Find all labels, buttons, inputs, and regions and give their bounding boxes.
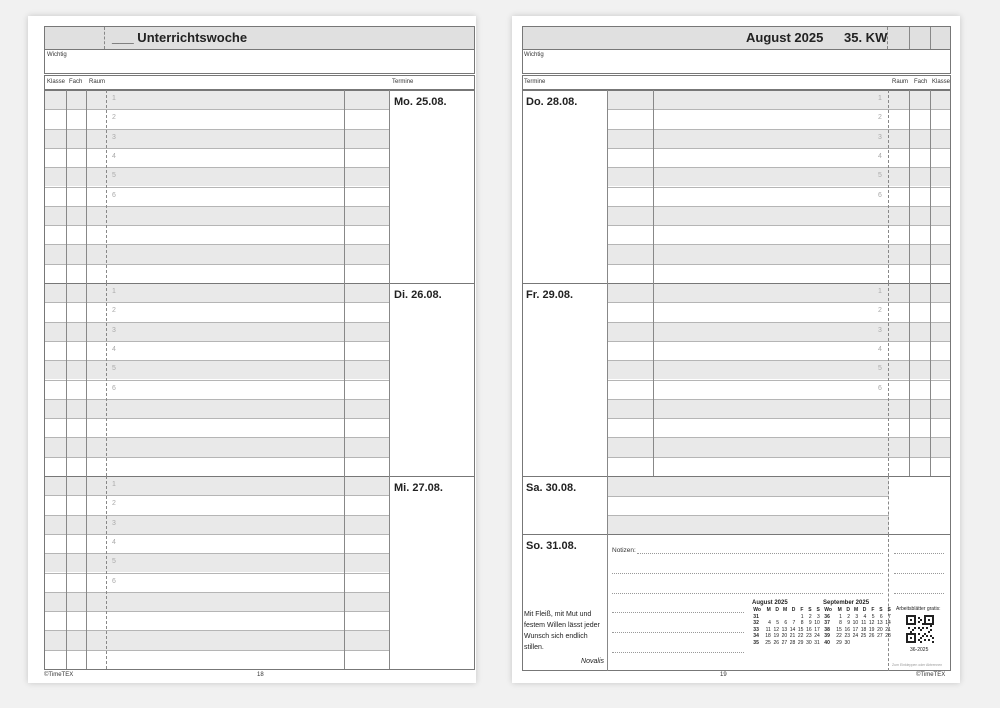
calendar-day-cell: 8 [839, 620, 842, 627]
calendar-header-cell: D [846, 607, 850, 613]
calendar-day-cell: 1 [800, 613, 804, 620]
lesson-number: 6 [878, 191, 882, 199]
termine-area[interactable] [523, 91, 607, 283]
notes-line[interactable] [894, 573, 944, 574]
col-fach: Fach [69, 79, 83, 85]
calendar-day-cell: 6 [879, 613, 883, 620]
lesson-number: 5 [112, 365, 116, 373]
calendar-header-cell: D [791, 607, 796, 613]
calendar-day-cell: 2 [808, 613, 812, 620]
calendar-day-cell [876, 640, 884, 647]
calendar-day-cell: 13 [781, 626, 788, 633]
day-label: Do. 28.08. [526, 96, 578, 108]
mini-calendar-table [752, 607, 821, 647]
calendar-day-cell: 15 [836, 626, 842, 633]
calendar-header-cell: Wo [753, 607, 761, 613]
qr-code-label: 36-2025 [910, 647, 929, 653]
termine-divider [607, 283, 608, 476]
calendar-day-cell: 11 [765, 626, 771, 633]
calendar-week-cell: 31 [753, 613, 759, 620]
page-number: 19 [720, 672, 727, 678]
col-fach: Fach [914, 79, 928, 85]
column-divider [86, 283, 87, 476]
calendar-day-cell: 12 [868, 620, 875, 627]
lesson-number: 3 [878, 326, 882, 334]
calendar-day-cell: 20 [877, 626, 883, 633]
lesson-number: 1 [112, 95, 116, 102]
calendar-header-cell: D [775, 607, 779, 613]
saturday-line[interactable] [608, 515, 889, 534]
calendar-day-cell: 21 [789, 633, 796, 640]
calendar-day-cell: 19 [868, 626, 875, 633]
column-divider [888, 90, 889, 283]
qr-code-icon[interactable] [906, 615, 934, 643]
calendar-week-cell: 33 [753, 626, 759, 633]
small-note: Zum Einkleppen oder Abtrennen [892, 663, 943, 667]
calendar-day-cell [764, 614, 772, 621]
calendar-day-cell: 16 [844, 626, 850, 633]
calendar-day-cell: 27 [877, 633, 883, 640]
calendar-day-cell [884, 640, 892, 647]
calendar-header-cell: S [816, 607, 820, 613]
column-divider [86, 90, 87, 283]
lesson-number: 4 [878, 345, 882, 353]
calendar-header-cell: M [782, 607, 788, 613]
calendar-day-cell: 1 [839, 613, 842, 620]
calendar-day-cell: 22 [836, 633, 842, 640]
calendar-day-cell: 4 [768, 620, 771, 627]
lesson-number: 2 [878, 114, 882, 122]
lesson-number: 4 [112, 345, 116, 353]
lesson-number: 2 [878, 307, 882, 315]
header-divider [930, 27, 931, 49]
calendar-day-cell [851, 640, 859, 647]
calendar-header-cell: M [853, 607, 859, 613]
day-label: Fr. 29.08. [526, 289, 574, 301]
lesson-number: 5 [878, 172, 882, 180]
day-label-divider [607, 534, 608, 671]
calendar-day-cell: 7 [792, 620, 796, 627]
calendar-day-cell: 29 [836, 639, 842, 646]
column-divider [909, 90, 910, 283]
left-header-bar [44, 26, 475, 50]
quote-text: Mit Fleiß, mit Mut und festem Willen lässt jeder Wunsch sich endlich stillen. [524, 611, 600, 651]
saturday-line[interactable] [608, 496, 889, 515]
calendar-day-cell: 26 [773, 639, 779, 646]
lesson-number: 1 [112, 288, 116, 295]
calendar-day-cell: 5 [776, 620, 779, 627]
calendar-day-cell: 11 [861, 620, 867, 627]
notes-line[interactable] [612, 573, 883, 574]
lesson-number: 3 [112, 519, 116, 527]
column-divider [930, 283, 931, 476]
notizen-label: Notizen: [612, 547, 636, 554]
termine-divider [607, 90, 608, 283]
calendar-day-cell: 8 [800, 620, 804, 627]
notes-line[interactable] [612, 652, 744, 653]
lesson-number: 4 [878, 152, 882, 160]
day-label-sunday: So. 31.08. [526, 540, 577, 552]
calendar-header-cell: M [837, 607, 842, 613]
calendar-day-cell [772, 614, 780, 621]
calendar-day-cell: 18 [765, 633, 771, 640]
calendar-day-cell: 29 [797, 639, 804, 646]
notes-line[interactable] [894, 553, 944, 554]
calendar-day-cell [868, 640, 876, 647]
notes-line[interactable] [612, 632, 744, 633]
calendar-day-cell: 4 [863, 613, 867, 620]
calendar-day-cell: 28 [885, 633, 891, 640]
calendar-day-cell: 30 [844, 639, 850, 646]
calendar-day-cell: 16 [806, 626, 812, 633]
notes-line[interactable] [637, 553, 883, 554]
calendar-day-cell: 24 [814, 633, 820, 640]
day-label: Mo. 25.08. [394, 96, 447, 108]
calendar-header-cell: D [862, 607, 867, 613]
column-divider [344, 476, 345, 669]
lesson-number: 2 [112, 307, 116, 315]
calendar-day-cell: 14 [885, 620, 891, 627]
wichtig-box[interactable] [44, 49, 475, 74]
column-divider [909, 283, 910, 476]
col-klasse: Klasse [932, 79, 951, 85]
calendar-day-cell: 6 [784, 620, 788, 627]
calendar-week-cell: 34 [753, 633, 759, 640]
calendar-day-cell: 23 [806, 633, 812, 640]
qr-caption: Arbeitsblätter gratis: [896, 606, 941, 612]
column-divider [106, 283, 107, 476]
calendar-day-cell: 9 [847, 620, 850, 627]
calendar-week-cell: 32 [753, 620, 759, 627]
lesson-number: 1 [878, 288, 882, 295]
calendar-day-cell: 27 [781, 639, 788, 646]
termine-area[interactable] [390, 284, 474, 476]
calendar-day-cell: 19 [773, 633, 779, 640]
termine-area[interactable] [390, 91, 474, 283]
notes-line[interactable] [612, 593, 883, 594]
mini-calendar-september [823, 600, 892, 647]
calendar-week-cell: 40 [824, 639, 830, 646]
lesson-number: 3 [112, 326, 116, 334]
mini-calendar-august [752, 600, 821, 647]
column-divider [86, 476, 87, 669]
calendar-day-cell: 31 [814, 639, 820, 646]
calendar-day-cell: 24 [852, 633, 859, 640]
page-number: 18 [257, 672, 264, 678]
column-divider [66, 476, 67, 669]
calendar-header-cell: M [766, 607, 771, 613]
right-planner-page [512, 16, 960, 683]
column-divider [344, 283, 345, 476]
lesson-number: 2 [112, 500, 116, 508]
calendar-day-cell: 15 [797, 626, 804, 633]
termine-area[interactable] [390, 477, 474, 669]
lesson-number: 6 [878, 384, 882, 392]
calendar-header-cell: F [800, 607, 804, 613]
calendar-day-cell: 9 [808, 620, 812, 627]
lesson-number: 6 [112, 384, 116, 392]
calendar-header-cell: S [808, 607, 812, 613]
calendar-header-cell: S [887, 607, 891, 613]
calendar-day-cell: 3 [855, 613, 859, 620]
calendar-day-cell: 10 [814, 620, 820, 627]
calendar-day-cell: 25 [765, 639, 771, 646]
calendar-day-cell: 17 [852, 626, 859, 633]
day-label: Mi. 27.08. [394, 482, 443, 494]
calendar-day-cell: 26 [868, 633, 875, 640]
header-divider [104, 27, 105, 49]
calendar-day-cell: 2 [847, 613, 850, 620]
mini-calendar-table [823, 607, 892, 647]
lesson-number: 2 [112, 114, 116, 122]
lesson-number: 5 [112, 172, 116, 180]
header-divider [909, 27, 910, 49]
column-divider [888, 283, 889, 476]
calendar-day-cell: 30 [806, 639, 812, 646]
footer-brand: ©TimeTEX [916, 672, 946, 678]
saturday-divider [888, 476, 889, 535]
calendar-day-cell [788, 614, 796, 621]
col-raum: Raum [89, 79, 106, 85]
termine-area[interactable] [523, 284, 607, 476]
calendar-week-cell: 39 [824, 633, 830, 640]
lesson-number: 6 [112, 577, 116, 585]
calendar-week-cell: 36 [824, 613, 830, 620]
lesson-number: 3 [112, 133, 116, 141]
calendar-day-cell: 10 [852, 620, 859, 627]
page-title: ___ Unterrichtswoche [112, 30, 248, 45]
calendar-day-cell: 22 [797, 633, 804, 640]
col-termine: Termine [524, 79, 546, 85]
column-divider [106, 476, 107, 669]
column-divider [106, 90, 107, 283]
calendar-day-cell: 23 [844, 633, 850, 640]
left-planner-page [28, 16, 476, 683]
lesson-number: 5 [112, 558, 116, 566]
column-divider [66, 90, 67, 283]
calendar-day-cell: 5 [871, 613, 875, 620]
calendar-day-cell: 7 [888, 613, 891, 620]
mini-calendar-title: September 2025 [823, 600, 870, 606]
column-divider [344, 90, 345, 283]
notes-line[interactable] [612, 612, 744, 613]
calendar-day-cell [780, 614, 788, 621]
notes-line[interactable] [894, 593, 944, 594]
footer-brand: ©TimeTEX [44, 672, 74, 678]
calendar-week-cell: 38 [824, 626, 830, 633]
saturday-line[interactable] [608, 477, 889, 496]
calendar-day-cell: 3 [817, 613, 820, 620]
wichtig-label: Wichtig [524, 52, 544, 58]
calendar-header-cell: F [871, 607, 875, 613]
column-divider [930, 90, 931, 283]
lesson-number: 1 [112, 481, 116, 488]
calendar-header-cell: S [879, 607, 883, 613]
month-title: August 2025 [746, 30, 824, 45]
calendar-week-cell: 37 [824, 620, 830, 627]
calendar-day-cell: 20 [781, 633, 788, 640]
column-header-row [522, 75, 951, 90]
column-divider [66, 283, 67, 476]
quote-author: Novalis [581, 658, 604, 665]
calendar-day-cell: 25 [860, 633, 867, 640]
calendar-day-cell: 21 [885, 626, 891, 633]
lesson-number: 1 [878, 95, 882, 102]
lesson-number: 4 [112, 152, 116, 160]
col-raum: Raum [892, 79, 909, 85]
lesson-number: 6 [112, 191, 116, 199]
calendar-day-cell: 28 [789, 639, 796, 646]
week-number: 35. KW [844, 30, 888, 45]
calendar-day-cell: 17 [814, 626, 820, 633]
calendar-week-cell: 35 [753, 639, 759, 646]
lesson-number: 4 [112, 538, 116, 546]
day-label: Di. 26.08. [394, 289, 442, 301]
calendar-day-cell [859, 640, 867, 647]
col-klasse: Klasse [47, 79, 66, 85]
wichtig-label: Wichtig [47, 52, 67, 58]
calendar-header-cell: Wo [824, 607, 832, 613]
column-divider [653, 90, 654, 283]
lesson-number: 5 [878, 365, 882, 373]
wichtig-box[interactable] [522, 49, 951, 74]
calendar-day-cell: 18 [860, 626, 867, 633]
calendar-day-cell: 14 [789, 626, 796, 633]
lesson-number: 3 [878, 133, 882, 141]
calendar-day-cell: 12 [773, 626, 779, 633]
day-label-saturday: Sa. 30.08. [526, 482, 577, 494]
col-termine: Termine [392, 79, 414, 85]
calendar-day-cell: 13 [877, 620, 883, 627]
mini-calendar-title: August 2025 [752, 600, 788, 606]
column-divider [653, 283, 654, 476]
